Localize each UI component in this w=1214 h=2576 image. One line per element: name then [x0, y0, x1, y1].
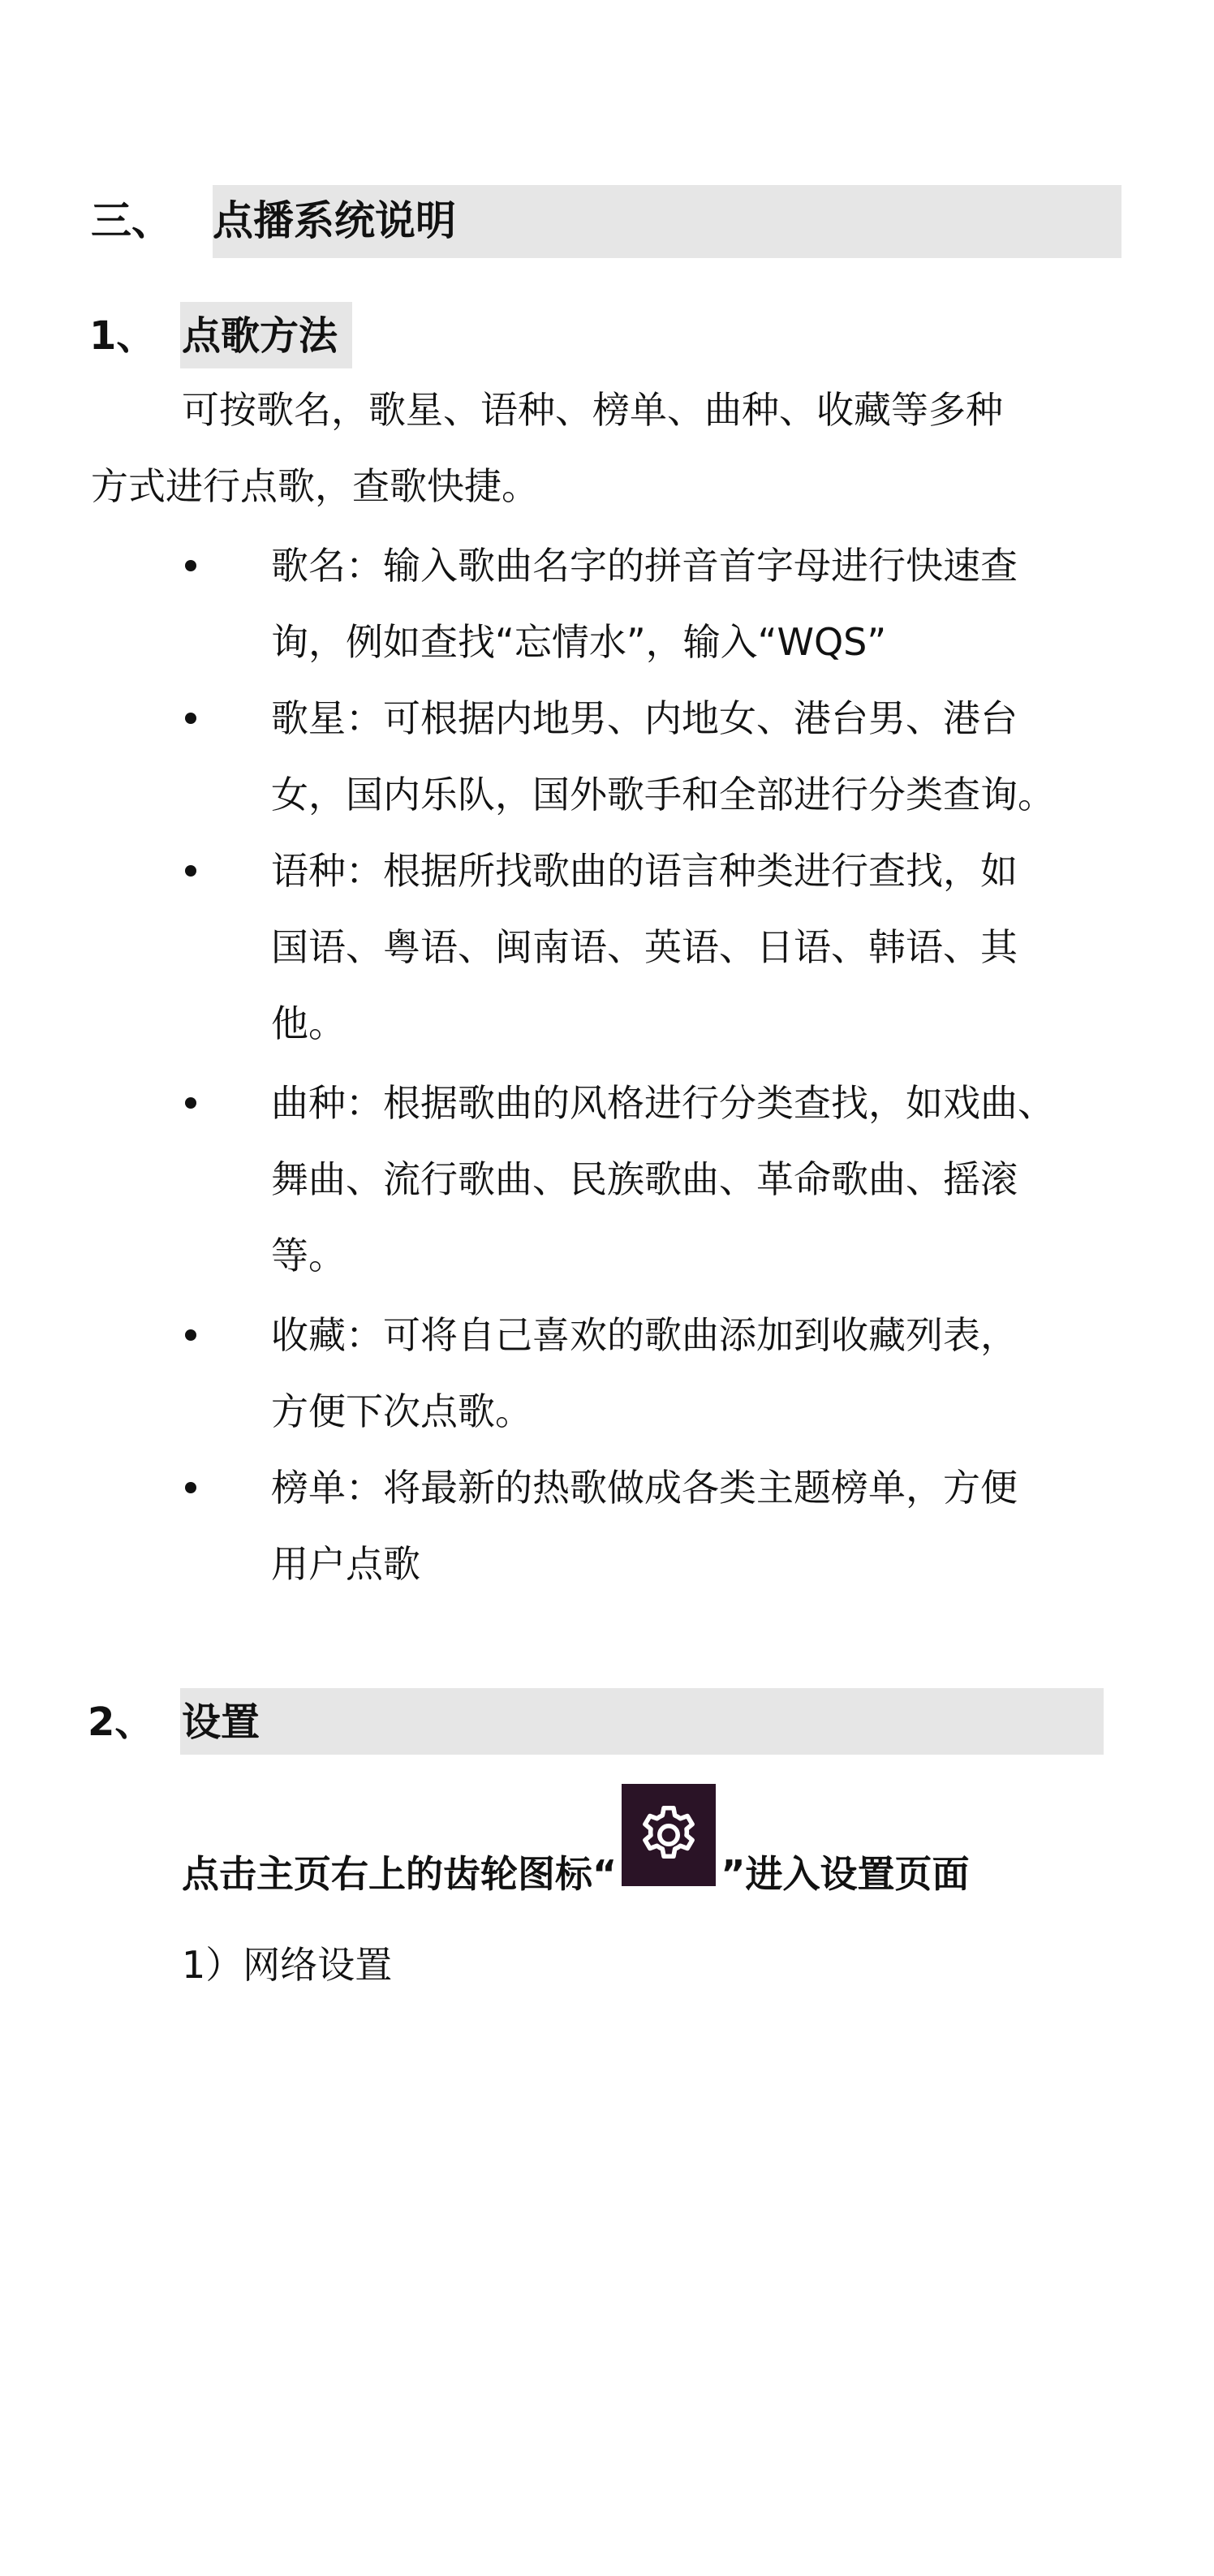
- list-item-line: 国语、粤语、闽南语、英语、日语、韩语、其: [271, 925, 1018, 969]
- list-item-line: 歌名：输入歌曲名字的拼音首字母进行快速查: [271, 544, 1018, 588]
- gear-icon-glyph: [635, 1801, 703, 1869]
- bullet-dot: [185, 560, 196, 571]
- method-intro-line-2: 方式进行点歌，查歌快捷。: [91, 464, 539, 508]
- settings-number: 2、: [88, 1699, 154, 1745]
- section-title: 点播系统说明: [213, 197, 456, 244]
- list-item-line: 询，例如查找“忘情水”，输入“WQS”: [271, 620, 887, 664]
- list-item-line: 方便下次点歌。: [271, 1389, 532, 1433]
- method-number: 1、: [89, 313, 156, 359]
- list-item-line: 歌星：可根据内地男、内地女、港台男、港台: [271, 696, 1018, 740]
- method-title: 点歌方法: [182, 313, 338, 359]
- settings-instruction: [182, 1808, 969, 1910]
- list-item-line: 女，国内乐队，国外歌手和全部进行分类查询。: [271, 773, 1055, 816]
- settings-instruction-before: 点击主页右上的齿轮图标“: [182, 1852, 618, 1896]
- list-item: [271, 1065, 1123, 1294]
- bullet-dot: [185, 1329, 196, 1341]
- settings-instruction-after: ”进入设置页面: [721, 1852, 970, 1896]
- method-intro-line-1: 可按歌名，歌星、语种、榜单、曲种、收藏等多种: [182, 388, 1003, 432]
- bullet-dot: [185, 1482, 196, 1493]
- list-item-line: 榜单：将最新的热歌做成各类主题榜单，方便: [271, 1466, 1018, 1510]
- section-number: 三、: [91, 197, 172, 244]
- bullet-dot: [185, 865, 196, 877]
- bullet-dot: [185, 713, 196, 724]
- list-item: [271, 833, 1123, 1062]
- network-setting-heading: 1）网络设置: [182, 1943, 393, 1987]
- list-item-line: 他。: [271, 1002, 346, 1045]
- list-item-line: 舞曲、流行歌曲、民族歌曲、革命歌曲、摇滚: [271, 1157, 1018, 1201]
- list-item-line: 用户点歌: [271, 1542, 420, 1586]
- list-item-line: 收藏：可将自己喜欢的歌曲添加到收藏列表，: [271, 1313, 1018, 1357]
- settings-heading-highlight: [180, 1688, 1104, 1755]
- settings-title: 设置: [182, 1699, 260, 1745]
- list-item-line: 等。: [271, 1234, 346, 1277]
- gear-icon: [622, 1784, 716, 1886]
- list-item: [271, 1450, 1123, 1602]
- list-item: [271, 680, 1123, 833]
- list-item-line: 曲种：根据歌曲的风格进行分类查找，如戏曲、: [271, 1081, 1055, 1125]
- bullet-dot: [185, 1097, 196, 1109]
- list-item-line: 语种：根据所找歌曲的语言种类进行查找，如: [271, 849, 1018, 893]
- list-item: [271, 1297, 1123, 1450]
- list-item: [271, 528, 1123, 680]
